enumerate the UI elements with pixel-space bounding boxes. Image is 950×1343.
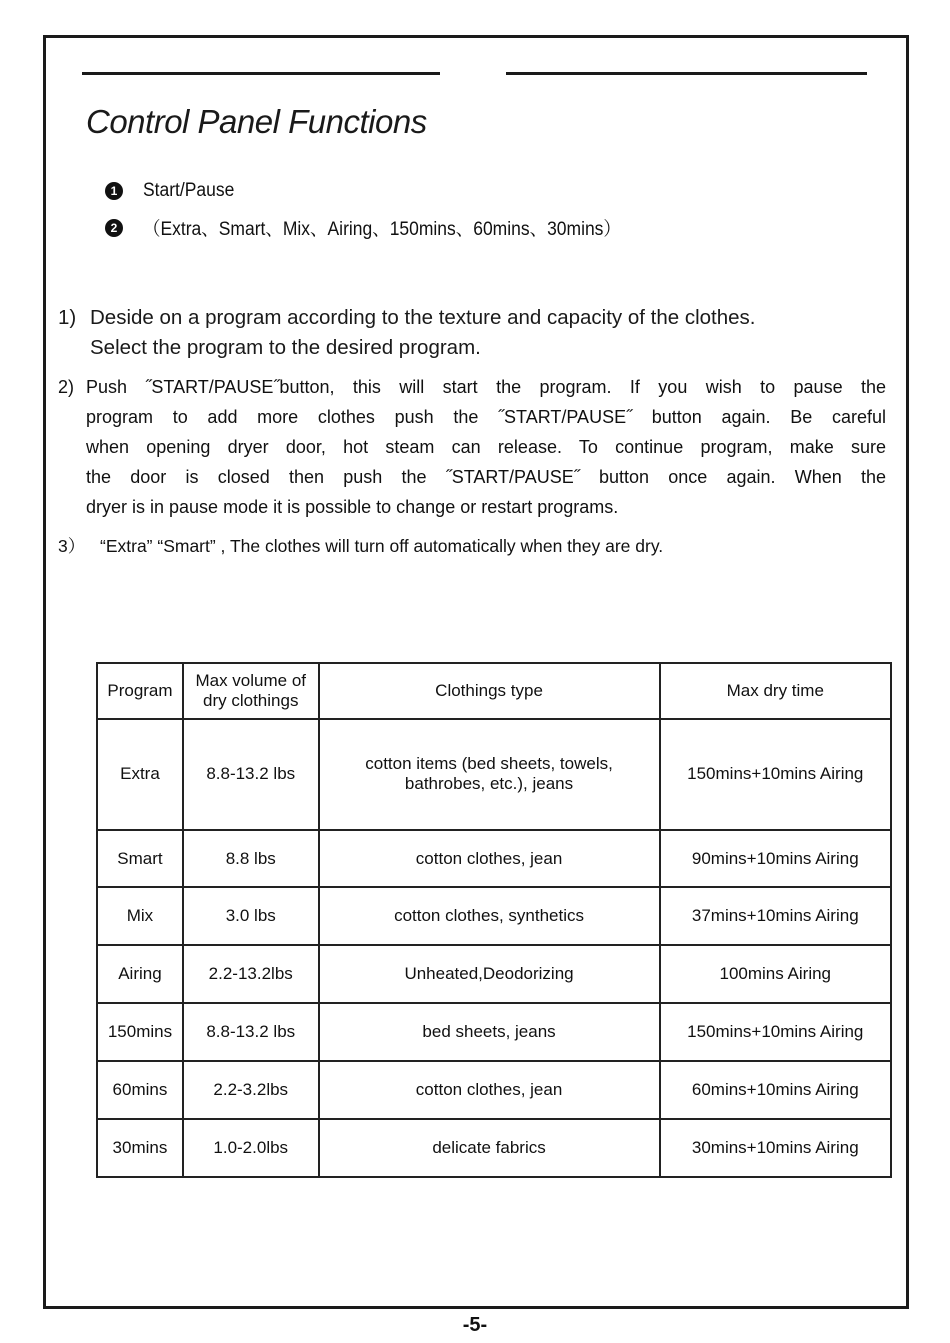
table-row (97, 887, 891, 945)
cell-program: Smart (97, 830, 183, 888)
instruction-1-line-2: Select the program to the desired program. (90, 336, 481, 359)
cell-dry-time: 150mins+10mins Airing (660, 1003, 891, 1061)
instruction-1-line-1: Deside on a program according to the texture and capacity of the clothes. (90, 306, 756, 329)
legend-item-1 (105, 180, 242, 202)
legend-text-1: Start/Pause (143, 180, 235, 201)
header-program: Program (97, 663, 183, 719)
table-row (97, 830, 891, 888)
cell-dry-time: 100mins Airing (660, 945, 891, 1003)
instruction-2-index: 2) (58, 377, 75, 397)
instruction-2-line-4: the door is closed then push the ˝START/PAUSE˝ button once again. When the (86, 467, 886, 487)
cell-program: Mix (97, 887, 183, 945)
legend-item-2 (105, 214, 662, 241)
header-max-dry-time: Max dry time (660, 663, 891, 719)
header-max-volume: Max volume of dry clothings (183, 663, 319, 719)
cell-clothing: Unheated,Deodorizing (319, 945, 660, 1003)
cell-clothing: bed sheets, jeans (319, 1003, 660, 1061)
cell-volume: 2.2-3.2lbs (183, 1061, 319, 1119)
instruction-2-line-2: program to add more clothes push the ˝START/PAUSE˝ button again. Be careful (86, 407, 886, 427)
cell-program: 150mins (97, 1003, 183, 1061)
cell-volume: 2.2-13.2lbs (183, 945, 319, 1003)
cell-dry-time: 60mins+10mins Airing (660, 1061, 891, 1119)
instruction-3 (58, 533, 663, 558)
cell-clothing: cotton clothes, jean (319, 1061, 660, 1119)
cell-program: 30mins (97, 1119, 183, 1177)
cell-program: 60mins (97, 1061, 183, 1119)
instruction-2-line-5: dryer is in pause mode it is possible to change or restart programs. (86, 497, 619, 517)
header-rule-right (506, 72, 867, 75)
instruction-3-text: “Extra” “Smart” , The clothes will turn off automatically when they are dry. (100, 536, 664, 556)
header-rule-left (82, 72, 440, 75)
cell-clothing: cotton clothes, synthetics (319, 887, 660, 945)
table-row (97, 719, 891, 830)
cell-dry-time: 90mins+10mins Airing (660, 830, 891, 888)
instruction-2-line-3: when opening dryer door, hot steam can release. To continue program, make sure (86, 437, 886, 457)
table-row (97, 1003, 891, 1061)
instruction-2 (58, 372, 886, 522)
instruction-3-index: 3） (58, 536, 86, 556)
page-title: Control Panel Functions (86, 103, 427, 140)
cell-dry-time: 37mins+10mins Airing (660, 887, 891, 945)
header-clothing-type: Clothings type (319, 663, 660, 719)
legend-text-2: （Extra、Smart、Mix、Airing、150mins、60mins、30mins） (143, 219, 621, 240)
cell-volume: 3.0 lbs (183, 887, 319, 945)
instruction-1 (58, 303, 756, 363)
page-number: -5- (462, 1314, 488, 1336)
instruction-2-line-1: Push ˝START/PAUSE˝button, this will start the program. If you wish to pause the (86, 377, 886, 397)
cell-volume: 8.8-13.2 lbs (183, 719, 319, 830)
cell-program: Extra (97, 719, 183, 830)
cell-volume: 8.8 lbs (183, 830, 319, 888)
cell-clothing: delicate fabrics (319, 1119, 660, 1177)
cell-volume: 1.0-2.0lbs (183, 1119, 319, 1177)
table-row (97, 1061, 891, 1119)
cell-dry-time: 30mins+10mins Airing (660, 1119, 891, 1177)
table-header-row (97, 663, 891, 719)
number-1-icon: 1 (105, 182, 123, 200)
number-2-icon: 2 (105, 219, 123, 237)
program-table (96, 662, 892, 1178)
cell-clothing: cotton clothes, jean (319, 830, 660, 888)
cell-program: Airing (97, 945, 183, 1003)
table-row (97, 1119, 891, 1177)
cell-volume: 8.8-13.2 lbs (183, 1003, 319, 1061)
table-row (97, 945, 891, 1003)
cell-dry-time: 150mins+10mins Airing (660, 719, 891, 830)
instruction-1-index: 1) (58, 306, 77, 329)
cell-clothing: cotton items (bed sheets, towels, bathrobes, etc.), jeans (319, 719, 660, 830)
